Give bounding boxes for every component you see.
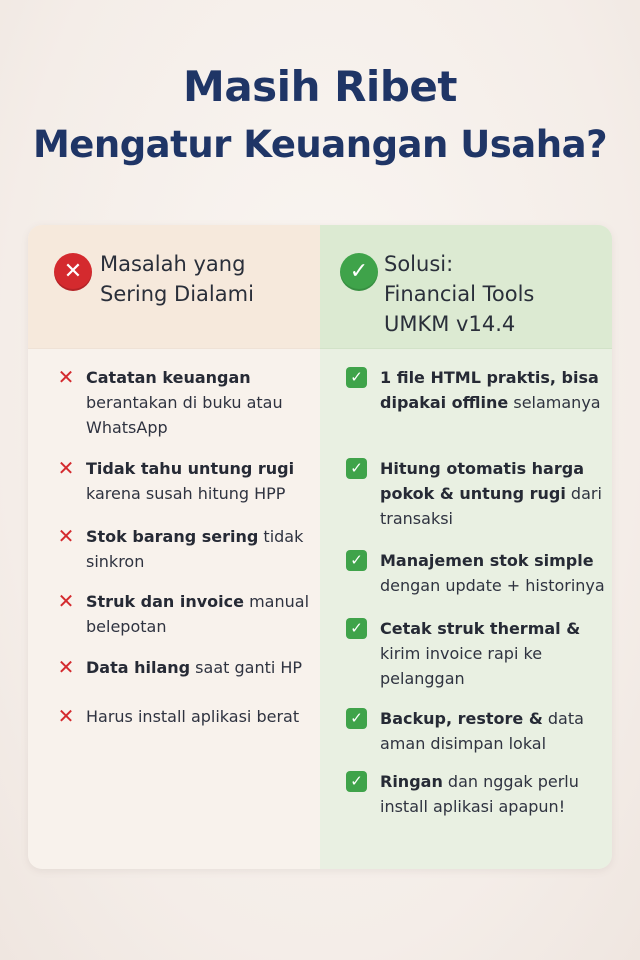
check-icon: ✓ — [346, 771, 367, 792]
check-icon: ✓ — [346, 550, 367, 571]
problem-bold: Catatan keuangan — [86, 368, 251, 387]
solutions-heading-line-2: Financial Tools — [384, 282, 535, 306]
solution-text — [380, 365, 608, 415]
problem-rest: manual belepotan — [86, 592, 310, 636]
title-line-2: Mengatur Keuangan Usaha? — [32, 123, 608, 166]
problem-bold: Tidak tahu untung rugi — [86, 459, 295, 478]
cross-icon: ✕ — [57, 456, 75, 480]
problem-rest: saat ganti HP — [190, 658, 303, 677]
solutions-column — [320, 225, 612, 869]
solutions-heading-line-1: Solusi: — [384, 252, 454, 276]
problem-text — [86, 524, 314, 574]
problem-text — [86, 365, 314, 440]
solution-rest: dan nggak perlu install aplikasi apapun! — [380, 772, 579, 816]
solutions-header — [320, 225, 612, 349]
problem-text — [86, 704, 314, 729]
solution-rest: dengan update + historinya — [380, 576, 605, 595]
problem-bold: Data hilang — [86, 658, 191, 677]
cross-icon: ✕ — [57, 655, 75, 679]
solution-rest: kirim invoice rapi ke pelanggan — [380, 644, 543, 688]
page-title — [0, 58, 640, 174]
solution-rest: data aman disimpan lokal — [380, 709, 584, 753]
problems-heading-line-1: Masalah yang — [100, 252, 246, 276]
solutions-heading — [384, 249, 604, 339]
solution-bold: Hitung otomatis harga pokok & untung rugi — [380, 459, 584, 503]
problem-rest: berantakan di buku atau WhatsApp — [86, 393, 283, 437]
comparison-card — [28, 225, 612, 869]
problem-text — [86, 456, 314, 506]
cross-icon: ✕ — [57, 524, 75, 548]
solution-bold: Ringan — [380, 772, 443, 791]
solution-bold: 1 file HTML praktis, bisa dipakai offline — [380, 368, 599, 412]
cross-icon: ✕ — [57, 589, 75, 613]
check-circle-icon: ✓ — [340, 253, 378, 291]
check-icon: ✓ — [346, 367, 367, 388]
solutions-heading-line-3: UMKM v14.4 — [384, 312, 516, 336]
solution-text — [380, 616, 608, 691]
problem-rest: Harus install aplikasi berat — [86, 707, 300, 726]
solution-text — [380, 769, 608, 819]
problem-text — [86, 589, 314, 639]
solution-text — [380, 548, 608, 598]
check-icon: ✓ — [346, 708, 367, 729]
solution-bold: Cetak struk thermal & — [380, 619, 581, 638]
solution-rest: selamanya — [508, 393, 601, 412]
solution-text — [380, 706, 608, 756]
problems-heading-line-2: Sering Dialami — [100, 282, 254, 306]
check-icon: ✓ — [346, 458, 367, 479]
problem-rest: tidak sinkron — [86, 527, 304, 571]
problems-column — [28, 225, 320, 869]
solution-rest: dari transaksi — [380, 484, 602, 528]
title-line-1: Masih Ribet — [183, 62, 457, 111]
problem-bold: Struk dan invoice — [86, 592, 244, 611]
check-icon: ✓ — [346, 618, 367, 639]
problems-header — [28, 225, 320, 349]
solution-bold: Backup, restore & — [380, 709, 543, 728]
cross-icon: ✕ — [57, 704, 75, 728]
problem-text — [86, 655, 314, 680]
cross-circle-icon: ✕ — [54, 253, 92, 291]
solution-text — [380, 456, 608, 531]
solution-bold: Manajemen stok simple — [380, 551, 594, 570]
problem-bold: Stok barang sering — [86, 527, 259, 546]
problem-rest: karena susah hitung HPP — [86, 484, 286, 503]
cross-icon: ✕ — [57, 365, 75, 389]
problems-heading — [100, 249, 300, 309]
